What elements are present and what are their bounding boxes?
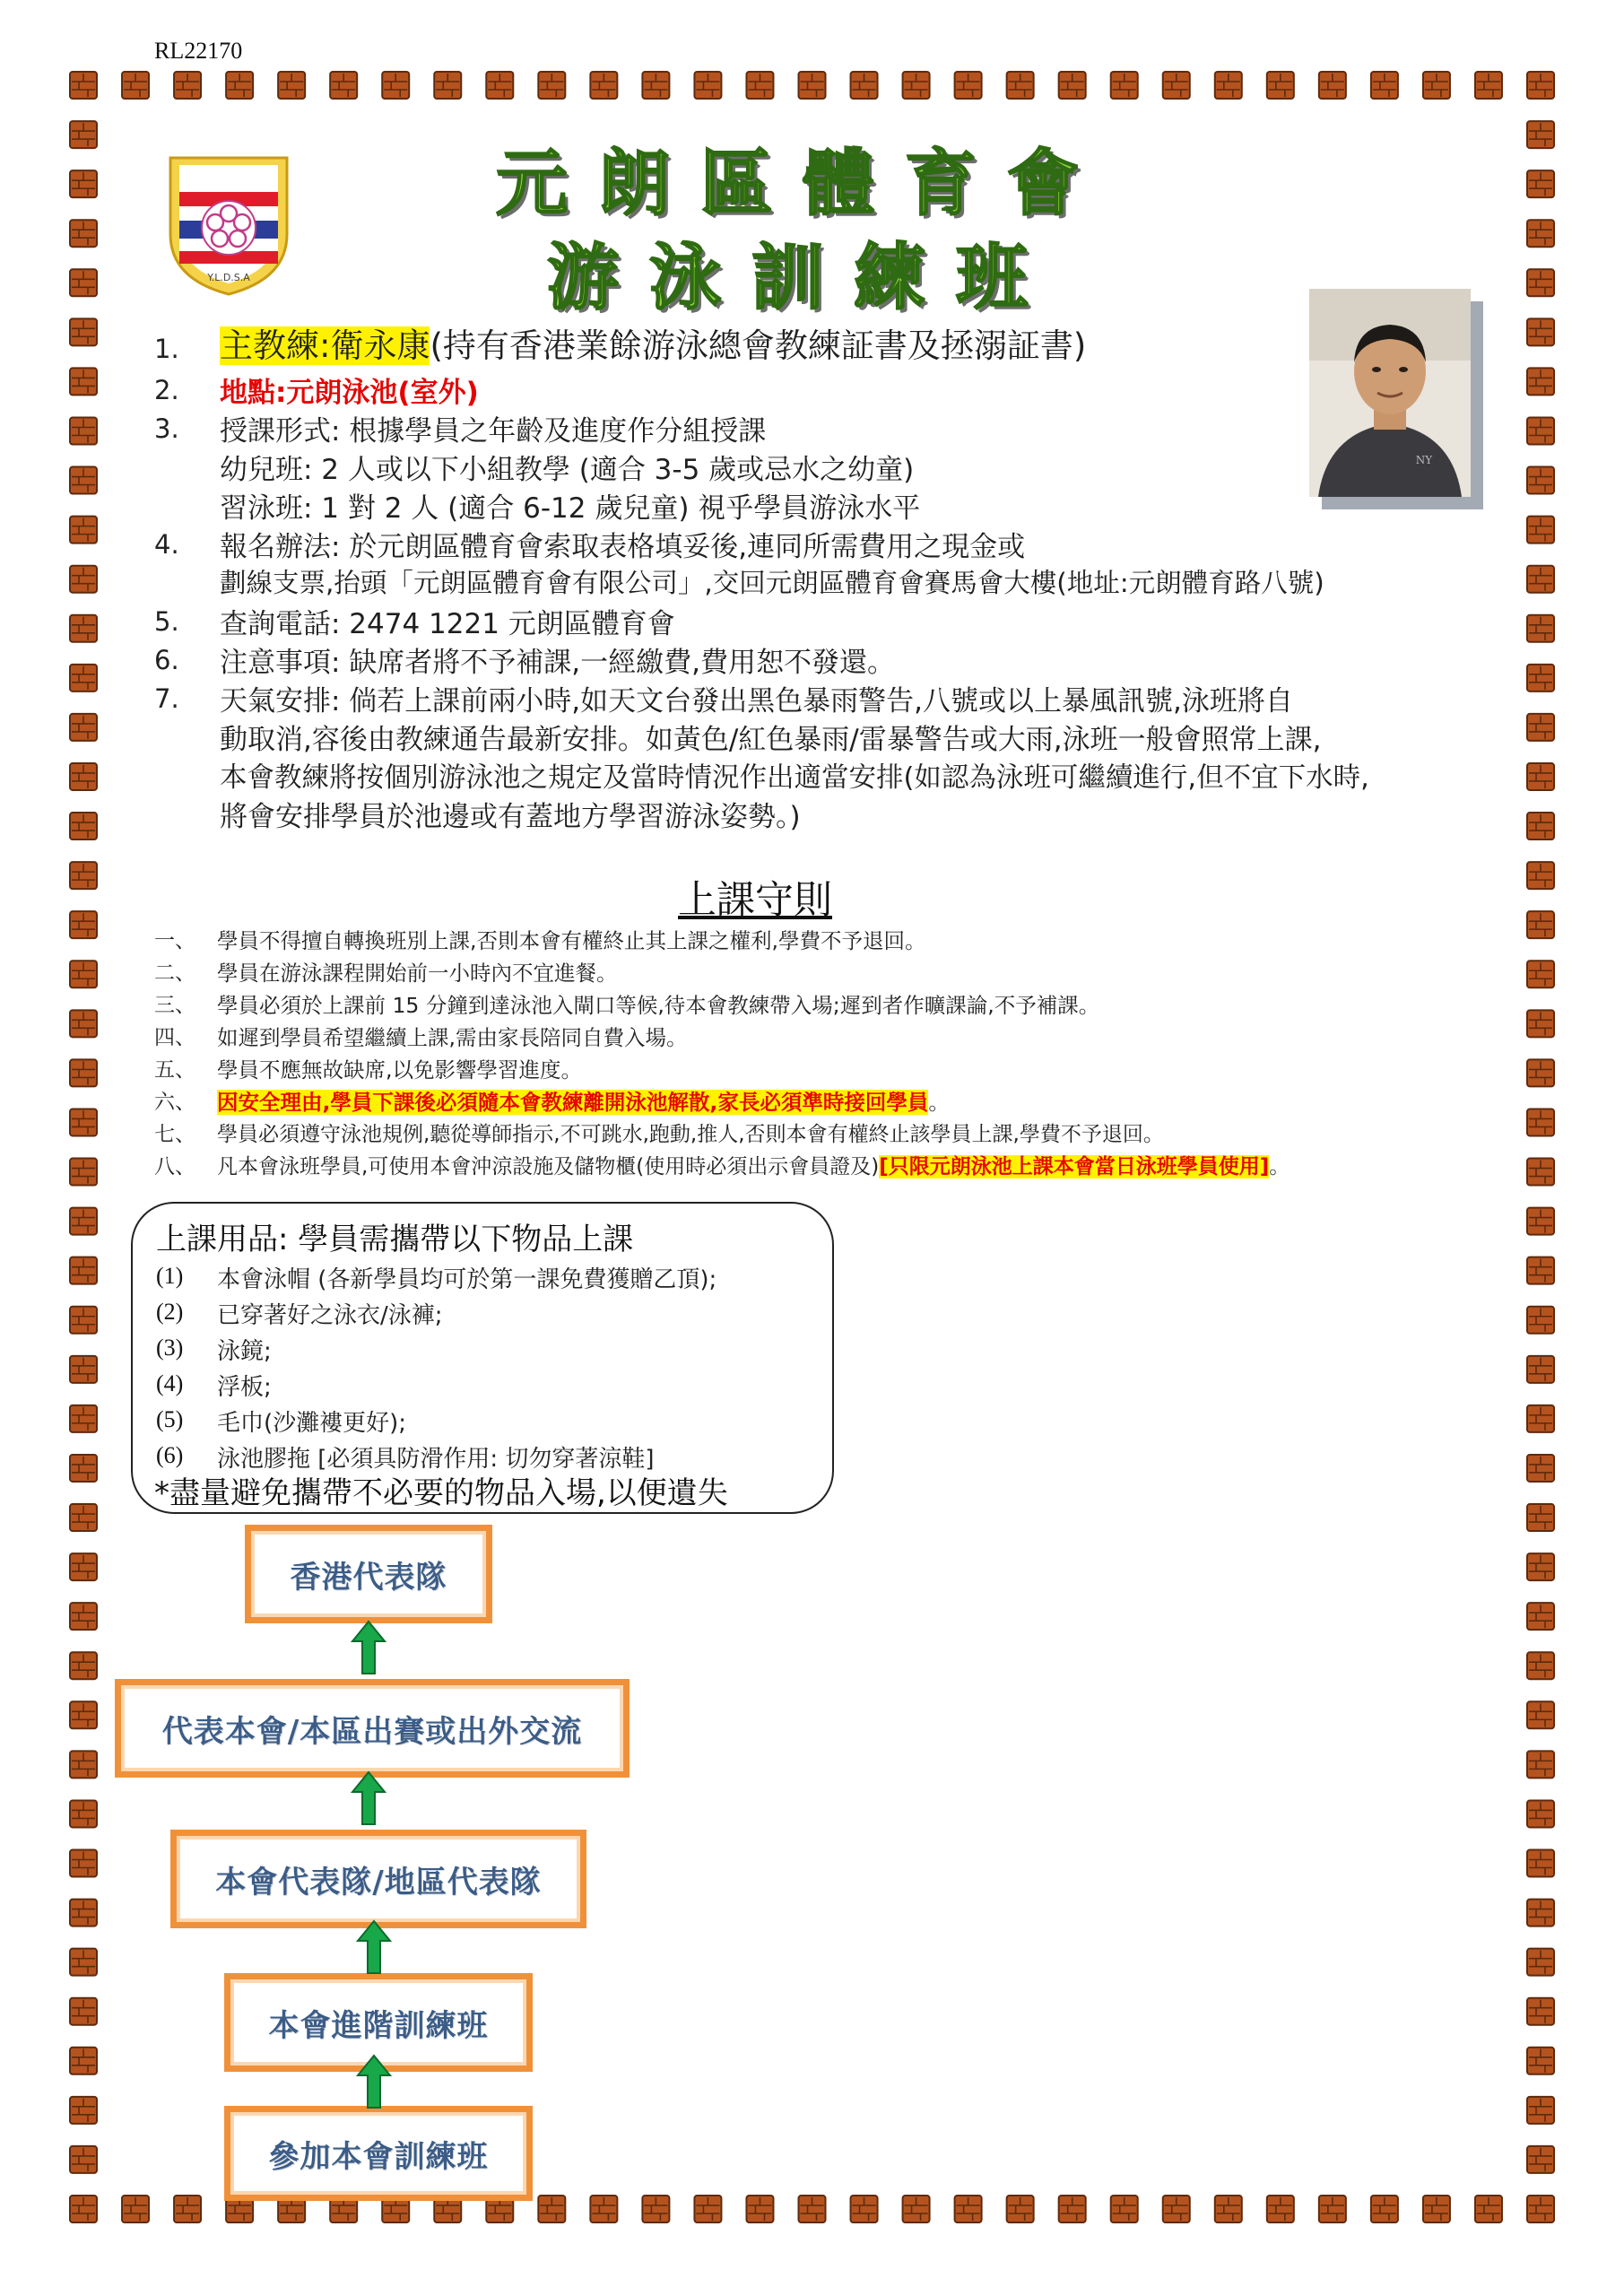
supplies-title: 上課用品: 學員需攜帶以下物品上課 [156,1222,634,1257]
brick-ornament [1527,269,1554,296]
brick-ornament [1527,714,1554,741]
brick-ornament [382,72,409,99]
brick-ornament [1527,615,1554,642]
info-number-7: 7. [154,683,179,714]
brick-ornament [70,1455,97,1482]
brick-ornament [1527,961,1554,987]
brick-ornament [955,72,982,99]
brick-ornament [1527,72,1554,99]
brick-ornament [1527,1257,1554,1284]
supply-item: 浮板; [217,1374,272,1401]
arrow-up-icon [351,1620,386,1675]
brick-ornament [1319,2196,1346,2222]
brick-ornament [70,2146,97,2173]
brick-ornament [1059,72,1086,99]
brick-ornament [1527,665,1554,691]
brick-ornament [746,72,773,99]
brick-ornament [1371,72,1398,99]
brick-ornament [1527,911,1554,938]
brick-ornament [1423,2196,1450,2222]
supply-number: (6) [156,1442,184,1468]
brick-ornament [70,566,97,593]
brick-ornament [1267,72,1294,99]
enrolment-info-cont: 劃線支票,抬頭「元朗區體育會有限公司」,交回元朗區體育會賽馬會大樓(地址:元朗體育路八號) [220,568,1324,598]
weather-arrangement-cont-2: 本會教練將按個別游泳池之規定及當時情況作出適當安排(如認為泳班可繼續進行,但不宜下水時, [220,762,1369,794]
brick-ornament [1527,1850,1554,1877]
brick-ornament [1527,2097,1554,2124]
brick-ornament [1527,1455,1554,1482]
brick-ornament [70,665,97,691]
weather-arrangement-cont-1: 動取消,容後由教練通告最新安排。如黃色/紅色暴雨/雷暴警告或大雨,泳班一般會照常上課, [220,724,1322,756]
info-number-1: 1. [154,334,179,364]
brick-ornament [70,1109,97,1135]
brick-ornament [70,1208,97,1235]
brick-ornament [1527,566,1554,593]
brick-ornament [1527,1603,1554,1630]
brick-ornament [70,763,97,790]
rule-safety-highlight: 因安全理由,學員下課後必須隨本會教練離開泳池解散,家長必須準時接回學員 [217,1090,929,1115]
supply-item: 已穿著好之泳衣/泳褲; [217,1302,443,1329]
brick-ornament [70,813,97,839]
rule-number: 一、 [154,929,195,952]
supply-item: 泳鏡; [217,1338,272,1365]
venue-info: 地點:元朗泳池(室外) [220,377,479,409]
brick-ornament [70,517,97,544]
info-number-5: 5. [154,606,179,637]
rule-item-safety: 因安全理由,學員下課後必須隨本會教練離開泳池解散,家長必須準時接回學員。 [217,1090,950,1115]
brick-ornament [70,368,97,395]
supply-number: (3) [156,1335,184,1361]
brick-ornament [70,911,97,938]
brick-ornament [1527,220,1554,247]
brick-ornament [70,862,97,889]
brick-ornament [1215,72,1242,99]
rules-heading: 上課守則 [678,878,832,923]
supply-number: (5) [156,1406,184,1432]
brick-ornament [70,714,97,741]
brick-ornament [1007,72,1034,99]
supply-item: 毛巾(沙灘褸更好); [217,1410,407,1437]
brick-ornament [1527,1109,1554,1135]
rule-number: 三、 [154,994,195,1017]
brick-ornament [70,1850,97,1877]
brick-ornament [70,220,97,247]
coach-credentials: (持有香港業餘游泳總會教練証書及拯溺証書) [430,326,1087,365]
brick-ornament [486,72,513,99]
brick-ornament [70,1751,97,1778]
club-logo [152,149,305,301]
page-title-club: 元朗區體育會 [496,141,1109,225]
coach-photo [1309,289,1471,497]
brick-ornament [1527,1800,1554,1827]
brick-ornament [70,1010,97,1037]
brick-ornament [1527,1652,1554,1679]
arrow-up-icon [351,1770,386,1826]
brick-ornament [538,72,565,99]
brick-ornament [70,417,97,444]
supply-number: (2) [156,1299,184,1325]
brick-ornament [1527,1504,1554,1531]
brick-ornament [1527,1208,1554,1235]
brick-ornament [1527,417,1554,444]
rule-number: 六、 [154,1091,195,1114]
rule-item: 學員在游泳課程開始前一小時內不宜進餐。 [217,961,618,986]
brick-ornament [70,1059,97,1086]
brick-ornament [70,2097,97,2124]
brick-ornament [1007,2196,1034,2222]
brick-ornament [1527,1059,1554,1086]
brick-ornament [694,2196,721,2222]
brick-ornament [1527,517,1554,544]
pathway-step-club-team: 本會代表隊/地區代表隊 [170,1830,586,1928]
enrolment-info: 報名辦法: 於元朗區體育會索取表格填妥後,連同所需費用之現金或 [220,531,1026,563]
brick-ornament [1527,1356,1554,1383]
brick-ornament [70,72,97,99]
rule-item: 如遲到學員希望繼續上課,需由家長陪同自費入場。 [217,1025,688,1050]
brick-ornament [1163,2196,1190,2222]
brick-ornament [694,72,721,99]
rule-facilities-highlight: [只限元朗泳池上課本會當日泳班學員使用] [879,1155,1270,1178]
brick-ornament [70,2048,97,2074]
weather-arrangement: 天氣安排: 倘若上課前兩小時,如天文台發出黑色暴雨警告,八號或以上暴風訊號,泳班將自 [220,685,1293,718]
brick-ornament [1111,2196,1138,2222]
info-number-4: 4. [154,529,179,560]
brick-ornament [1527,1701,1554,1728]
info-number-3: 3. [154,413,179,444]
brick-ornament [70,1652,97,1679]
brick-ornament [538,2196,565,2222]
pathway-step-join: 參加本會訓練班 [224,2106,533,2201]
brick-ornament [1319,72,1346,99]
brick-ornament [70,1504,97,1531]
brick-ornament [1527,467,1554,494]
brick-ornament [1527,1010,1554,1037]
brick-ornament [1267,2196,1294,2222]
brick-ornament [1527,2196,1554,2222]
brick-ornament [1111,72,1138,99]
brick-ornament [70,1257,97,1284]
info-number-6: 6. [154,645,179,675]
brick-ornament [590,72,617,99]
brick-ornament [746,2196,773,2222]
brick-ornament [1527,368,1554,395]
brick-ornament [799,72,826,99]
rule-number: 八、 [154,1155,195,1178]
enquiry-phone: 查詢電話: 2474 1221 元朗區體育會 [220,608,675,640]
brick-ornament [174,72,201,99]
brick-ornament [903,72,930,99]
rule-number: 二、 [154,961,195,985]
brick-ornament [1527,1307,1554,1334]
rule-item: 學員必須遵守泳池規例,聽從導師指示,不可跳水,跑動,推人,否則本會有權終止該學員上課,學費不予退回。 [217,1123,1164,1146]
class-format-learner: 習泳班: 1 對 2 人 (適合 6-12 歲兒童) 視乎學員游泳水平 [220,492,921,525]
brick-ornament [1527,121,1554,148]
brick-ornament [1527,862,1554,889]
arrow-up-icon [356,1919,392,1975]
brick-ornament [1527,763,1554,790]
info-number-2: 2. [154,375,179,405]
document-code: RL22170 [154,38,243,64]
brick-ornament [70,1159,97,1186]
rule-item: 學員必須於上課前 15 分鐘到達泳池入閘口等候,待本會教練帶入場;遲到者作曠課論,不予補課。 [217,993,1100,1018]
brick-ornament [70,1949,97,1976]
logo-initials: Y.L.D.S.A [207,272,250,283]
supply-number: (1) [156,1263,184,1289]
brick-ornament [174,2196,201,2222]
brick-ornament [1527,1751,1554,1778]
pathway-step-competition: 代表本會/本區出賽或出外交流 [115,1679,630,1778]
brick-ornament [851,72,878,99]
brick-ornament [1527,1553,1554,1580]
rule-number: 七、 [154,1123,195,1146]
svg-text:NY: NY [1415,454,1433,466]
brick-ornament [1475,72,1502,99]
arrow-up-icon [356,2054,392,2109]
page-title-course: 游泳訓練班 [547,235,1058,319]
weather-arrangement-cont-3: 將會安排學員於池邊或有蓋地方學習游泳姿勢。) [220,801,801,833]
brick-ornament [1527,1949,1554,1976]
brick-ornament [1423,72,1450,99]
brick-ornament [1371,2196,1398,2222]
brick-ornament [70,1900,97,1926]
brick-ornament [70,1553,97,1580]
pathway-step-advanced: 本會進階訓練班 [224,1973,533,2072]
class-format: 授課形式: 根據學員之年齡及進度作分組授課 [220,415,767,448]
brick-ornament [642,72,669,99]
brick-ornament [1527,1405,1554,1432]
brick-ornament [70,1356,97,1383]
brick-ornament [851,2196,878,2222]
class-format-infant: 幼兒班: 2 人或以下小組教學 (適合 3-5 歲或忌水之幼童) [220,454,915,486]
supply-item: 泳池膠拖 [必須具防滑作用: 切勿穿著涼鞋] [217,1446,655,1473]
coach-name-highlight: 主教練:衛永康 [220,326,430,365]
brick-ornament [1527,813,1554,839]
brick-ornament [70,467,97,494]
rule-number: 四、 [154,1026,195,1049]
brick-ornament [70,1603,97,1630]
brick-ornament [903,2196,930,2222]
brick-ornament [70,1405,97,1432]
brick-ornament [642,2196,669,2222]
attention-notes: 注意事項: 缺席者將不予補課,一經繳費,費用恕不發還。 [220,647,896,679]
supply-number: (4) [156,1370,184,1396]
brick-ornament [1059,2196,1086,2222]
brick-ornament [955,2196,982,2222]
brick-ornament [1527,2048,1554,2074]
brick-ornament [70,2196,97,2222]
brick-ornament [70,615,97,642]
brick-ornament [1527,1159,1554,1186]
brick-ornament [70,1800,97,1827]
brick-ornament [122,2196,149,2222]
brick-ornament [1527,318,1554,345]
brick-ornament [70,318,97,345]
brick-ornament [799,2196,826,2222]
rule-item: 學員不得擅自轉換班別上課,否則本會有權終止其上課之權利,學費不予退回。 [217,928,926,953]
brick-ornament [1527,2146,1554,2173]
brick-ornament [70,269,97,296]
brick-ornament [1163,72,1190,99]
brick-ornament [70,1998,97,2025]
brick-ornament [70,170,97,197]
brick-ornament [226,72,253,99]
pathway-step-hk-team: 香港代表隊 [245,1525,492,1623]
brick-ornament [70,1307,97,1334]
brick-ornament [590,2196,617,2222]
coach-info [220,318,1086,367]
supply-item: 本會泳帽 (各新學員均可於第一課免費獲贈乙頂); [217,1266,717,1293]
brick-ornament [1475,2196,1502,2222]
brick-ornament [330,72,357,99]
brick-ornament [70,1701,97,1728]
brick-ornament [1527,170,1554,197]
brick-ornament [434,72,461,99]
brick-ornament [70,121,97,148]
rule-item-facilities: 凡本會泳班學員,可使用本會沖涼設施及儲物櫃(使用時必須出示會員證及)[只限元朗泳池上課本會當日泳班學員使用]。 [217,1155,1290,1178]
brick-ornament [1527,1900,1554,1926]
rule-item: 學員不應無故缺席,以免影響學習進度。 [217,1057,582,1083]
rule-number: 五、 [154,1058,195,1082]
brick-ornament [122,72,149,99]
brick-ornament [278,72,305,99]
supplies-note: *盡量避免攜帶不必要的物品入場,以便遺失 [154,1475,728,1511]
brick-ornament [1215,2196,1242,2222]
brick-ornament [1527,1998,1554,2025]
brick-ornament [70,961,97,987]
